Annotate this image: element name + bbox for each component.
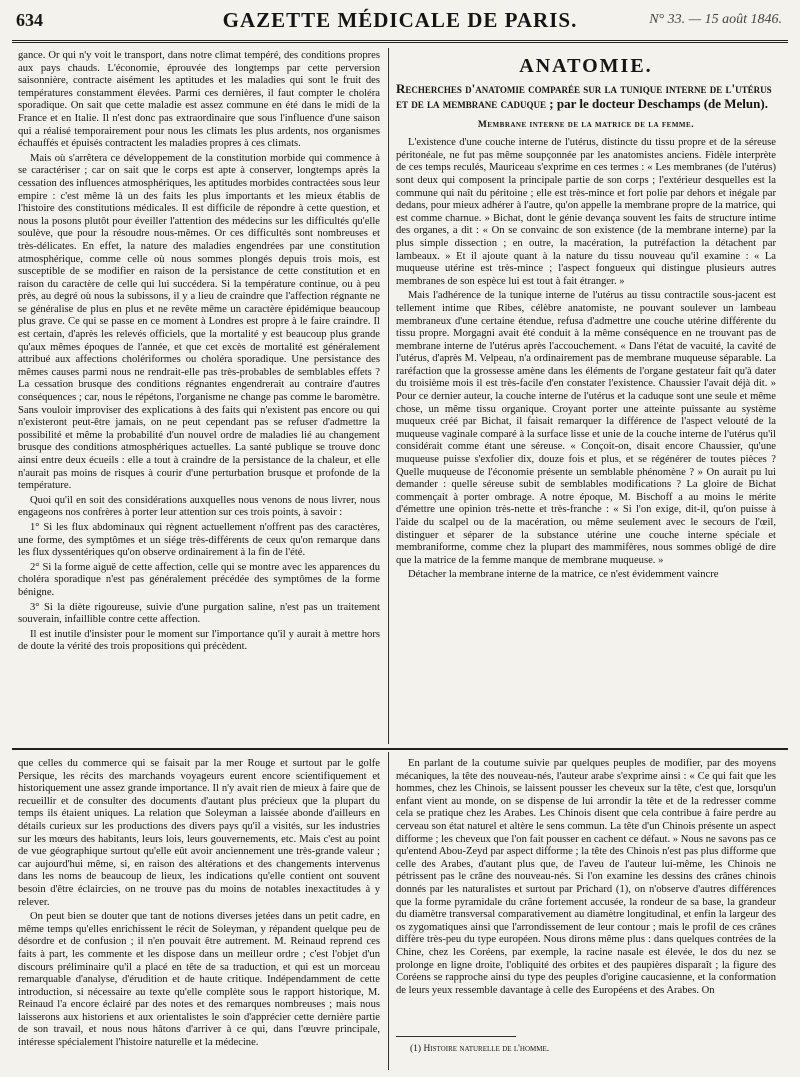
paragraph: On peut bien se douter que tant de notions diverses jetées dans un petit cadre, en même temps qu'elles enrichissent le récit de Soleyman, y répandent quelque peu de désordre et de confusion ; il n'en pouvait être autrement. M. Reinaud reprend ces faits à part, les commente et les dispose dans un meilleur ordre ; c'est l'objet d'un discours préliminaire qu'il a placé en tête de sa traduction, et qui est un morceau remarquable d'analyse, d'érudition et de haute critique. Indépendamment de cette introduction, si nécessaire au texte qu'elle complète sous le rapport historique, M. Reinaud l'a encore éclairé par des notes et des remarques nombreuses ; mais nous laisserons aux historiens et aux orientalistes le soin d'apprécier cette dernière partie de son travail, et nous nous hâtons d'arriver à ce qui, dans l'œuvre principale, intéresse spécialement l'histoire naturelle et la médecine.	[18, 911, 380, 1049]
paragraph: 2° Si la forme aiguë de cette affection, celle qui se montre avec les apparences du choléra sporadique n'est pas généralement précédée des symptômes de la forme bénigne.	[18, 561, 380, 598]
subheading: Membrane interne de la matrice de la femme.	[477, 119, 695, 130]
page-number: 634	[16, 10, 43, 30]
paragraph: Mais l'adhérence de la tunique interne de l'utérus au tissu contractile sous-jacent est tellement intime que Ribes, célèbre anatomiste, ne pouvant soulever un lambeau membraneux d'une certaine étendue, refusa d'admettre une couche utérine différente du tissu propre. Morgagni avait été conduit à la même conséquence en ne trouvant pas de membrane interne de l'utérus après l'accouchement. « Dans l'état de vacuité, la cavité de l'utérus, d'après M. Velpeau, n'a ordinairement pas de membrane muqueuse séparable. La raréfaction que la grossesse amène dans les éléments de l'organe gestateur fait qu'à dater du troisième mois il est très-facile d'en constater l'existence. Chaussier l'avait déjà dit. » Pour ce dernier auteur, la couche interne de l'utérus et la caduque sont une seule et même chose, un même tissu organique. Croyant porter une atteinte puissante au système muqueux créé par Bichat, il faisait remarquer la différence de l'aspect velouté de la muqueuse vaginale comparé à la surface lisse et unie de la couche interne de l'utérus qu'il considérait comme étant une séreuse. « Conçoit-on, disait encore Chaussier, qu'une muqueuse puisse s'exfolier dix, douze fois et plus, et se régénérer de toutes pièces ? Quelle muqueuse de l'économie présente un semblable phénomène ? » On aurait pu lui demander : quelle séreuse subit de semblables modifications ? La gloire de Bichat commençait à porter ombrage. A notre époque, M. Bischoff a au moins le mérite d'émettre une opinion très-nette et très-franche : « Si l'on exige, dit-il, qu'on puisse à l'aide du scalpel ou de la macération, ou même seulement avec le secours de l'œil, distinguer et séparer de la substance utérine une couche interne spéciale et membraniforme, comme chez la plupart des mammifères, nous sommes obligé de dire que la matrice de la femme manque de membrane muqueuse. »	[396, 290, 776, 566]
paragraph: Quoi qu'il en soit des considérations auxquelles nous venons de nous livrer, nous engageons nos confrères à porter leur attention sur ces trois points, à savoir :	[18, 494, 380, 519]
column-divider-top	[388, 48, 389, 744]
footnote-rule	[396, 1036, 516, 1037]
column-top-left	[18, 50, 380, 742]
paragraph: Détacher la membrane interne de la matrice, ce n'est évidemment vaincre	[408, 569, 719, 581]
article-title-author: ; par le docteur Deschamps (de Melun).	[546, 95, 768, 111]
column-bottom-right	[396, 758, 776, 1028]
journal-title: GAZETTE MÉDICALE DE PARIS.	[222, 8, 578, 32]
section-divider	[12, 748, 788, 750]
paragraph: Il est inutile d'insister pour le moment sur l'importance qu'il y aurait à mettre hors de doute la vérité des trois propositions qui précèdent.	[18, 628, 380, 653]
paragraph: En parlant de la coutume suivie par quelques peuples de modifier, par des moyens mécaniques, la tête des nouveau-nés, l'auteur arabe s'exprime ainsi : « Ce qui fait que les hommes, chez les Chinois, se laissent pousser les cheveux sur la tête, c'est que, lorsqu'un enfant vient au monde, on se dispense de lui arrondir la tête et de la redresser comme cela se pratique chez les Arabes. Les Chinois disent que cela contribue à faire perdre au cerveau son état naturel et altère le sens commun. La tête d'un Chinois présente un aspect difforme ; les cheveux que l'on fait pousser en cachent ce défaut. » Nous ne savons pas ce qu'entend Abou-Zeyd par aspect difforme ; la tête des Chinois n'est pas plus difforme que celle des Arabes, d'autant plus que, de l'aveu de l'auteur lui-même, les Chinois ne pétrissent pas le crâne des nouveau-nés. Si l'on examine les dessins des crânes chinois donnés par les naturalistes et surtout par Prichard (1), on n'observe d'autres différences que la forme pyramidale du crâne fortement accusée, la rondeur de sa base, la grandeur du diamètre transversal comparativement au diamètre longitudinal, et enfin la largeur des os zygomatiques ainsi que l'arrondissement de leur contour ; mais le profil de ces crânes diffère très-peu du type européen. Nous dirons même plus : dans quelques contrées de la Chine, chez les Coréens, par exemple, la racine nasale est élevée, le dos du nez se prolonge en ligne droite, l'obliquité des orbites et des paupières disparaît ; la figure des Coréens se rapproche ainsi du type des peuples d'origine caucasienne, et la conformation de leurs yeux ressemble davantage à celle des Européens et des Arabes. On	[396, 758, 776, 996]
page-header	[12, 6, 788, 38]
section-title: ANATOMIE.	[519, 55, 653, 77]
article-title-main: Recherches d'anatomie comparée sur la tunique interne de l'utérus et de la membrane caduque	[396, 80, 772, 111]
paragraph: que celles du commerce qui se faisait par la mer Rouge et surtout par le golfe Persique, les récits des marchands voyageurs eurent encore scientifiquement et historiquement une assez grande importance. Il n'y avait rien de mieux à faire que de recueillir et de consulter des documents d'autant plus précieux que la plupart du temps ils étaient uniques. La relation que Soleyman a laissée abonde d'ailleurs en détails curieux sur les productions des divers pays qu'il a visités, sur les industries sur les mœurs des habitants, leurs lois, leurs gouvernements, etc. Mais c'est au point de vue géographique surtout qu'elle eût avoir anciennement une très-grande valeur ; car aujourd'hui même, si, en raison des altérations et des changements intervenus dans les noms de beaucoup de lieux, les indications qu'elle contient ont souvent besoin d'être éclaircies, on ne trouve pas du moins de notables inexactitudes à y relever.	[18, 758, 380, 908]
column-top-right	[396, 50, 776, 742]
header-rule	[12, 40, 788, 45]
column-bottom-left	[18, 758, 380, 1070]
paragraph: gance. Or qui n'y voit le transport, dans notre climat tempéré, des conditions propres aux pays chauds. L'économie, éprouvée des longtemps par cette perversion saisonnière, contracte aisément les aptitudes et les maladies qui sont le fruit des températures constamment élevées. Parmi ces dernières, il faut compter le choléra sporadique. On sait que cette maladie est assez commune en été dans le midi de la France et en Italie. Il n'est donc pas extraordinaire que sous l'influence d'une saison qui a réalisé temporairement pour nous les climats les plus ardents, nos organismes échauffés et épuisés contractent les maladies propres à ces climats.	[18, 50, 380, 150]
article-title	[396, 81, 776, 111]
paragraph: L'existence d'une couche interne de l'utérus, distincte du tissu propre et de la séreuse péritonéale, ne fut pas même soupçonnée par les anatomistes anciens. Fidèle interprète de ces temps reculés, Mauriceau s'exprime en ces termes : « Les membranes (de l'utérus) sont deux qui composent la principale partie de son corps ; l'extérieur desquelles est la commune qui naît du péritoine ; elle est très-mince et fort polie par dehors et inégale par dedans, pour mieux adhérer à l'autre, qu'on appelle la membrane propre de la matrice, qui est comme charnue. » Bichat, dont le génie devança souvent les faits de structure intime des organes, a dit : « On se convainc de son existence (de la membrane interne) par la plus simple dissection ; en outre, la macération, la putréfaction la détachent par lambeaux. » Et il ajoute quant à la nature du tissu nouveau qu'il examine : « La muqueuse utérine est très-mince ; l'aspect fongueux qui distingue plusieurs autres membranes de son espèce lui est tout à fait étranger. »	[396, 137, 776, 287]
paragraph: 1° Si les flux abdominaux qui règnent actuellement n'offrent pas des caractères, une forme, des symptômes et un siége très-différents de ceux qu'on remarque dans les flux dyssentériques qu'on observe ordinairement à la fin de l'été.	[18, 521, 380, 559]
column-divider-bottom	[388, 752, 389, 1070]
paragraph: Mais où s'arrêtera ce développement de la constitution morbide qui commence à se caractériser ; car on sait que le corps est apte à conserver, longtemps après la cessation des influences atmosphériques, les aptitudes morbides contractées sous leur empire : c'est même là un des faits les plus importants et les mieux établis de l'histoire des constitutions médicales. Il est difficile de répondre à cette question, et nous la posons plutôt pour éveiller l'attention des médecins sur les difficultés qu'elle soulève, que pour la résoudre nous-mêmes. Or ces difficultés sont nombreuses et très-délicates. En effet, la nature des maladies engendrées par une constitution atmosphérique, comme celle où nous sommes plongés depuis trois mois, est susceptible de se modifier en raison de la persistance de cette constitution et en raison du caractère de celle qui lui succédera. Si la température continue, ou à peu près, au degré où nous la subissons, il y a lieu de craindre que l'affection régnante ne se généralise de plus en plus et ne revête même un caractère épidémique beaucoup plus grave. Ce qui se passe en ce moment à Londres est propre à le faire craindre. Il est certain, d'après les relevés officiels, que la mortalité y est beaucoup plus grande qu'aux mêmes époques de l'année, et que cet excès de mortalité est généralement attribué aux affections cholériformes ou choléra sporadique. Une persistance des mêmes causes parmi nous ne rendrait-elle pas très-probables de semblables effets ? La cessation brusque des conditions régnantes engendrerait au contraire d'autres conséquences ; car, nous le répétons, l'organisme ne change pas comme le baromètre. Sans vouloir improviser des explications à des faits qui n'existent pas encore ou qui n'existeront peut-être jamais, on ne peut cependant pas se refuser d'admettre la possibilité et même la probabilité d'un nouvel ordre de maladies lié au changement brusque des conditions atmosphériques actuelles. La santé publique se trouve donc ainsi entre deux écueils : elle a tout à craindre de la persistance de la chaleur, et elle n'aurait pas moins de risques à courir d'une perturbation brusque et profonde de la température.	[18, 152, 380, 492]
footnote: (1) Histoire naturelle de l'homme.	[410, 1044, 550, 1054]
paragraph: 3° Si la diète rigoureuse, suivie d'une purgation saline, n'est pas un traitement souverain, infaillible contre cette affection.	[18, 601, 380, 626]
issue-date: N° 33. — 15 août 1846.	[649, 12, 782, 27]
